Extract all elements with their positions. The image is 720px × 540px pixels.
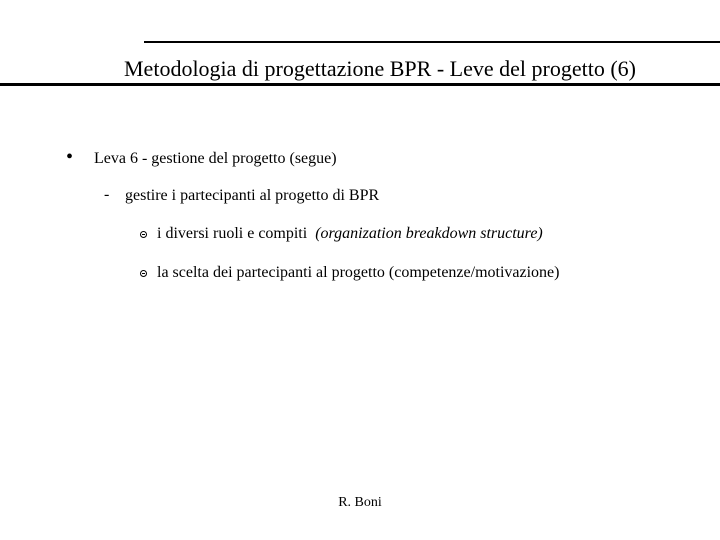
bullet-level3-text: i diversi ruoli e compiti	[157, 225, 308, 242]
bullet-level3-item	[157, 225, 543, 243]
slide-title: Metodologia di progettazione BPR - Leve del progetto (6)	[124, 56, 636, 81]
dash-icon: -	[104, 186, 110, 203]
bullet-dot-icon: •	[66, 146, 74, 168]
bullet-level1-suffix: (segue)	[289, 150, 337, 167]
circle-bullet-icon	[140, 270, 147, 277]
bullet-level1-text: Leva 6 - gestione del progetto	[94, 150, 286, 167]
title-bottom-rule	[0, 83, 720, 86]
bullet-level2-text: gestire i partecipanti al progetto di BPR	[125, 187, 380, 204]
bullet-level1	[94, 150, 337, 168]
bullet-level3-note: (organization breakdown structure)	[315, 225, 543, 242]
circle-bullet-icon	[140, 231, 147, 238]
bullet-level3-item	[157, 264, 559, 282]
slide-footer: R. Boni	[338, 495, 382, 510]
title-top-rule	[144, 41, 720, 43]
bullet-level3-text: la scelta dei partecipanti al progetto (competenze/motivazione)	[157, 264, 560, 281]
